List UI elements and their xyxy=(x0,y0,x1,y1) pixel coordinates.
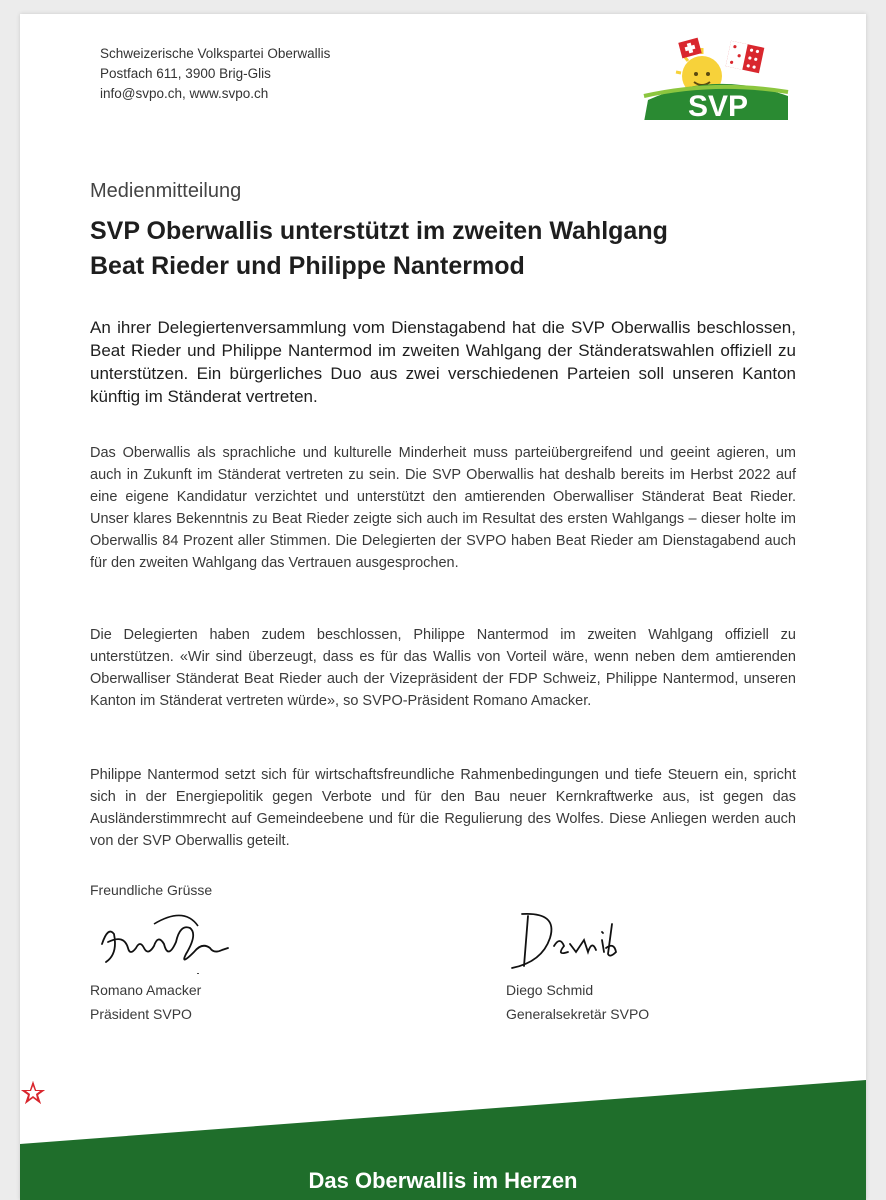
signer-block xyxy=(506,978,649,1026)
signer-role: Präsident SVPO xyxy=(90,1006,192,1022)
headline-line-2: Beat Rieder und Philippe Nantermod xyxy=(90,252,525,280)
signature-diego-schmid xyxy=(498,906,698,976)
signer-name: Diego Schmid xyxy=(506,982,594,998)
sender-organization: Schweizerische Volkspartei Oberwallis xyxy=(100,46,331,61)
signer-block xyxy=(90,978,201,1026)
sender-address xyxy=(100,44,330,104)
body-paragraph: Das Oberwallis als sprachliche und kulturelle Minderheit muss parteiübergreifend und geeint agieren, um auch in Zukunft im Ständerat vertreten zu sein. Die SVP Oberwallis hat deshalb bereits im Herbst 2022 auf eine eigene Kandidatur verzichtet und unterstützt den amtierenden Oberwalliser Ständerat Beat Rieder. Unser klares Bekenntnis zu Beat Rieder zeigte sich auch im Resultat des ersten Wahlgangs – dieser holte im Oberwallis 84 Prozent aller Stimmen. Die Delegierten der SVPO haben Beat Rieder am Dienstagabend auch für den zweiten Wahlgang das Vertrauen ausgesprochen. xyxy=(90,445,796,571)
headline-line-1: SVP Oberwallis unterstützt im zweiten Wahlgang xyxy=(90,217,668,245)
footer-banner xyxy=(20,1080,866,1200)
svp-logo xyxy=(640,30,790,120)
signer-role: Generalsekretär SVPO xyxy=(506,1006,650,1022)
sender-contact: info@svpo.ch, www.svpo.ch xyxy=(100,86,269,101)
signer-name: Romano Amacker xyxy=(90,982,202,998)
logo-text: SVP xyxy=(687,90,749,120)
closing-greeting: Freundliche Grüsse xyxy=(90,882,213,898)
footer-slogan: Das Oberwallis im Herzen xyxy=(308,1168,578,1193)
document-type: Medienmitteilung xyxy=(90,180,242,202)
body-paragraph: Die Delegierten haben zudem beschlossen, Philippe Nantermod im zweiten Wahlgang offiziell zu unterstützen. «Wir sind überzeugt, dass es für das Wallis von Vorteil wäre, wenn neben dem amtierenden Oberwalliser Ständerat Beat Rieder auch der Vizepräsident der FDP Schweiz, Philippe Nantermod, unseren Kanton im Ständerat vertreten würde», so SVPO-Präsident Romano Amacker. xyxy=(90,627,796,709)
signature-romano-amacker xyxy=(94,904,294,974)
star-icon xyxy=(20,1080,46,1106)
lead-paragraph: An ihrer Delegiertenversammlung vom Dienstagabend hat die SVP Oberwallis beschlossen, Beat Rieder und Philippe Nantermod im zweiten Wahlgang der Ständeratswahlen offiziell zu unterstützen. Ein bürgerliches Duo aus zwei verschiedenen Parteien soll unseren Kanton künftig im Ständerat vertreten. xyxy=(90,318,796,406)
sender-postal: Postfach 611, 3900 Brig-Glis xyxy=(100,66,271,81)
headline xyxy=(90,214,810,284)
body-paragraph: Philippe Nantermod setzt sich für wirtschaftsfreundliche Rahmenbedingungen und tiefe Steuern ein, spricht sich in der Energiepolitik gegen Verbote und für den Bau neuer Kernkraftwerke aus, ist gegen das Ausländerstimmrecht auf Gemeindeebene und für die Regulierung des Wolfes. Diese Anliegen werden auch von der SVP Oberwallis geteilt. xyxy=(90,767,796,849)
letter-page xyxy=(20,14,866,1200)
